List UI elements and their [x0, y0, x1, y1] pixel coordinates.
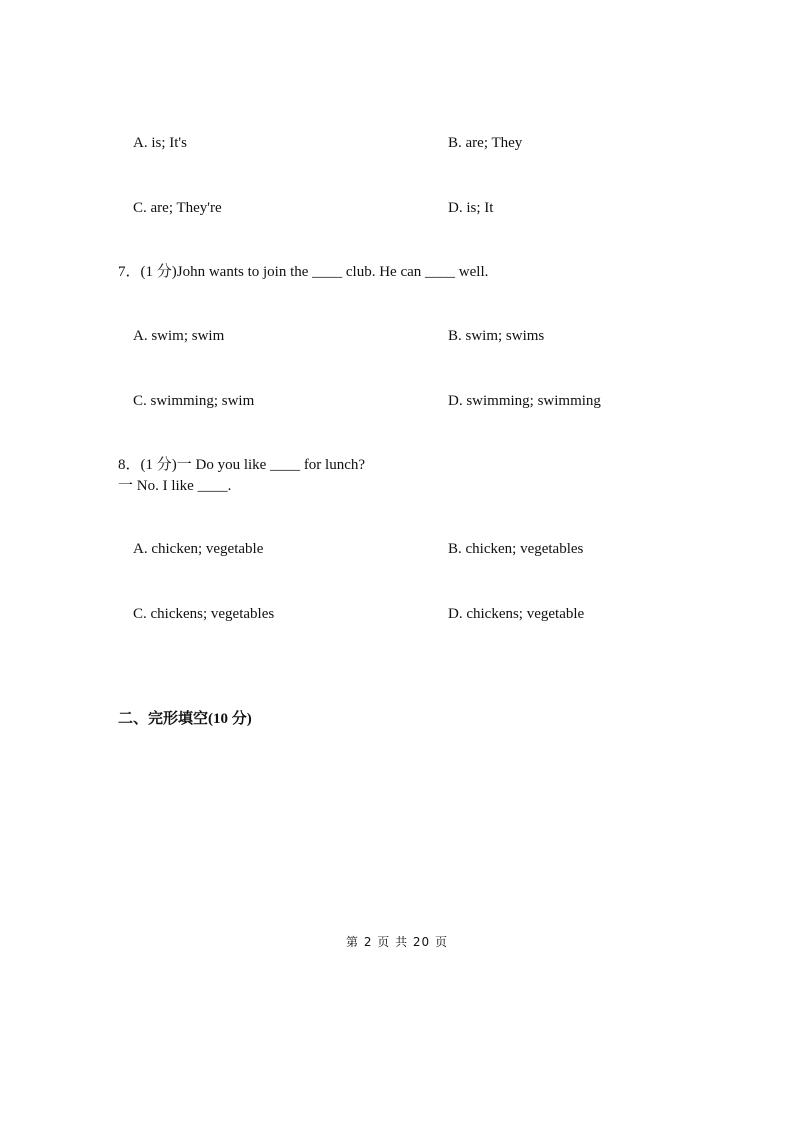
q8-stem-line2: 一 No. I like ____. [118, 478, 232, 494]
q8-option-c: C. chickens; vegetables [133, 606, 275, 622]
q6-option-a: A. is; It's [133, 135, 187, 151]
q7-option-c: C. swimming; swim [133, 393, 255, 409]
q6-option-b: B. are; They [448, 135, 523, 151]
q7-option-a: A. swim; swim [133, 328, 225, 344]
q8-option-d: D. chickens; vegetable [448, 606, 585, 622]
q7-stem: 7．(1 分)John wants to join the ____ club. He can ____ well. [118, 264, 489, 280]
section-heading: 二、完形填空(10 分) [118, 711, 252, 727]
q6-option-d: D. is; It [448, 200, 494, 216]
q8-stem-line1: 8．(1 分)一 Do you like ____ for lunch? [118, 457, 366, 473]
page-number-footer: 第 2 页 共 20 页 [346, 935, 448, 949]
q8-option-a: A. chicken; vegetable [133, 541, 264, 557]
q8-option-b: B. chicken; vegetables [448, 541, 584, 557]
q6-option-c: C. are; They're [133, 200, 222, 216]
q7-option-b: B. swim; swims [448, 328, 545, 344]
q7-option-d: D. swimming; swimming [448, 393, 601, 409]
